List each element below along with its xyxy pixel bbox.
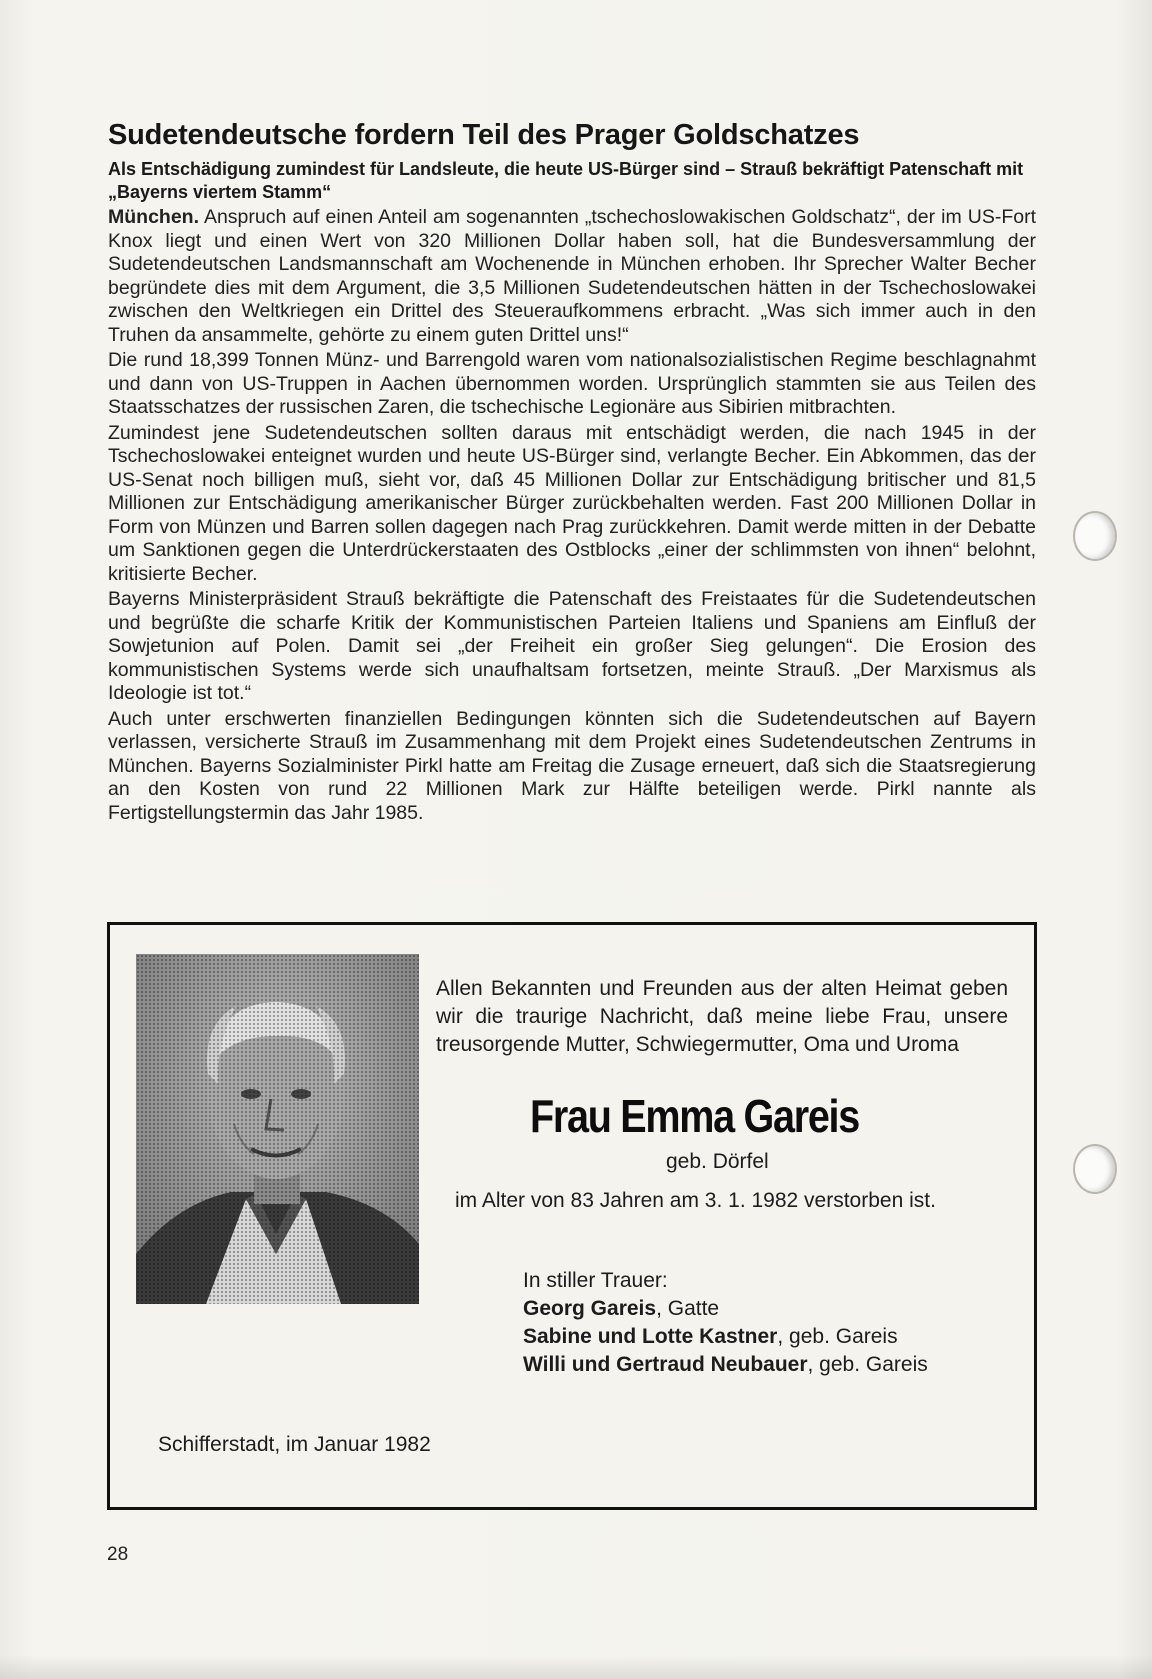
- page-number: 28: [107, 1544, 129, 1565]
- page-edge-shadow: [0, 1655, 1152, 1679]
- mourner-relation: , geb. Gareis: [807, 1353, 928, 1376]
- mourner-relation: , Gatte: [656, 1297, 720, 1320]
- article-paragraph: Bayerns Ministerpräsident Strauß bekräftigte die Patenschaft des Freistaates für die Sudetendeutschen und begrüßte die scharfe Kritik der Kommunistischen Parteien Italiens und Spaniens am Einfluß der Sowjetunion auf Polen. Damit sei „der Freiheit ein großer Sieg gelungen“. Die Erosion des kommunistischen Systems werde sich unaufhaltsam fortsetzen, meinte Strauß. „Der Marxismus als Ideologie ist tot.“: [108, 588, 1036, 704]
- mourner-name: Willi und Gertraud Neubauer: [523, 1353, 808, 1376]
- mourner-name: Sabine und Lotte Kastner: [523, 1325, 778, 1348]
- mourner-line: [523, 1351, 928, 1379]
- mourner-line: [523, 1323, 928, 1351]
- article-subhead: Als Entschädigung zumindest für Landsleute, die heute US-Bürger sind – Strauß bekräftigt Patenschaft mit „Bayerns viertem Stamm“: [108, 159, 1024, 202]
- obituary-name: Frau Emma Gareis: [530, 1090, 859, 1142]
- obituary-intro: Allen Bekannten und Freunden aus der alten Heimat geben wir die traurige Nachricht, daß meine liebe Frau, unsere treusorgende Mutter, Schwiegermutter, Oma und Uroma: [436, 977, 1008, 1056]
- binding-hole-icon: [1073, 511, 1117, 561]
- obituary-notice: [107, 922, 1037, 1510]
- article-paragraph: Die rund 18,399 Tonnen Münz- und Barrengold waren vom nationalsozialistischen Regime beschlagnahmt und dann von US-Truppen in Aachen übernommen worden. Ursprünglich stammten sie aus Teilen des Staatsschatzes der russischen Zaren, die tschechische Legionäre aus Sibirien mitbrachten.: [108, 349, 1036, 418]
- article-dateline: München.: [108, 206, 199, 228]
- mourner-line: [523, 1295, 928, 1323]
- article-headline: Sudetendeutsche fordern Teil des Prager Goldschatzes: [108, 119, 860, 151]
- article-paragraph: [108, 206, 1036, 347]
- binding-hole-icon: [1073, 1144, 1117, 1194]
- obituary-death-notice: im Alter von 83 Jahren am 3. 1. 1982 verstorben ist.: [455, 1189, 936, 1212]
- article-paragraph: Zumindest jene Sudetendeutschen sollten daraus mit entschädigt werden, die nach 1945 in der Tschechoslowakei enteignet wurden und heute US-Bürger sind, verlangte Becher. Ein Abkommen, das der US-Senat noch billigen muß, sieht vor, daß 45 Millionen Dollar zur Entschädigung britischer und 81,5 Millionen zur Entschädigung amerikanischer Bürger zurückbehalten werden. Fast 200 Millionen Dollar in Form von Münzen und Barren sollen dagegen nach Prag zurückkehren. Damit werde mitten in der Debatte um Sanktionen gegen die Unterdrückerstaaten des Ostblocks „einer der schlimmsten von ihnen“ belohnt, kritisierte Becher.: [108, 421, 1036, 585]
- obituary-place-date: Schifferstadt, im Januar 1982: [158, 1433, 431, 1456]
- article-paragraph: Auch unter erschwerten finanziellen Bedingungen könnten sich die Sudetendeutschen auf Bayern verlassen, versicherte Strauß im Zusammenhang mit dem Projekt eines Sudetendeutschen Zentrums in München. Bayerns Sozialminister Pirkl hatte am Freitag die Zusage erneuert, daß sich die Staatsregierung an den Kosten von rund 22 Millionen Mark zur Hälfte beteiligen werde. Pirkl nannte als Fertigstellungstermin das Jahr 1985.: [108, 707, 1036, 824]
- mourners-block: [523, 1267, 928, 1379]
- obituary-maiden-name: geb. Dörfel: [666, 1150, 769, 1173]
- article-paragraph-text: Anspruch auf einen Anteil am sogenannten „tschechoslowakischen Goldschatz“, der im US-Fort Knox liegt und einen Wert von 320 Millionen Dollar haben soll, hat die Bundesversammlung der Sudetendeutschen Landsmannschaft am Wochenende in München erhoben. Ihr Sprecher Walter Becher begründete dies mit dem Argument, die 3,5 Millionen Sudetendeutschen hätten in der Tschechoslowakei zwischen den Weltkriegen ein Drittel des Steueraufkommens erbracht. „Was sich immer auch in den Truhen da ansammelte, gehörte zu einem guten Drittel uns!“: [108, 206, 1036, 346]
- portrait-photo: [136, 954, 419, 1304]
- mourning-label: In stiller Trauer:: [523, 1269, 668, 1292]
- mourner-relation: , geb. Gareis: [777, 1325, 898, 1348]
- article: [108, 118, 1036, 827]
- mourner-name: Georg Gareis: [523, 1297, 657, 1320]
